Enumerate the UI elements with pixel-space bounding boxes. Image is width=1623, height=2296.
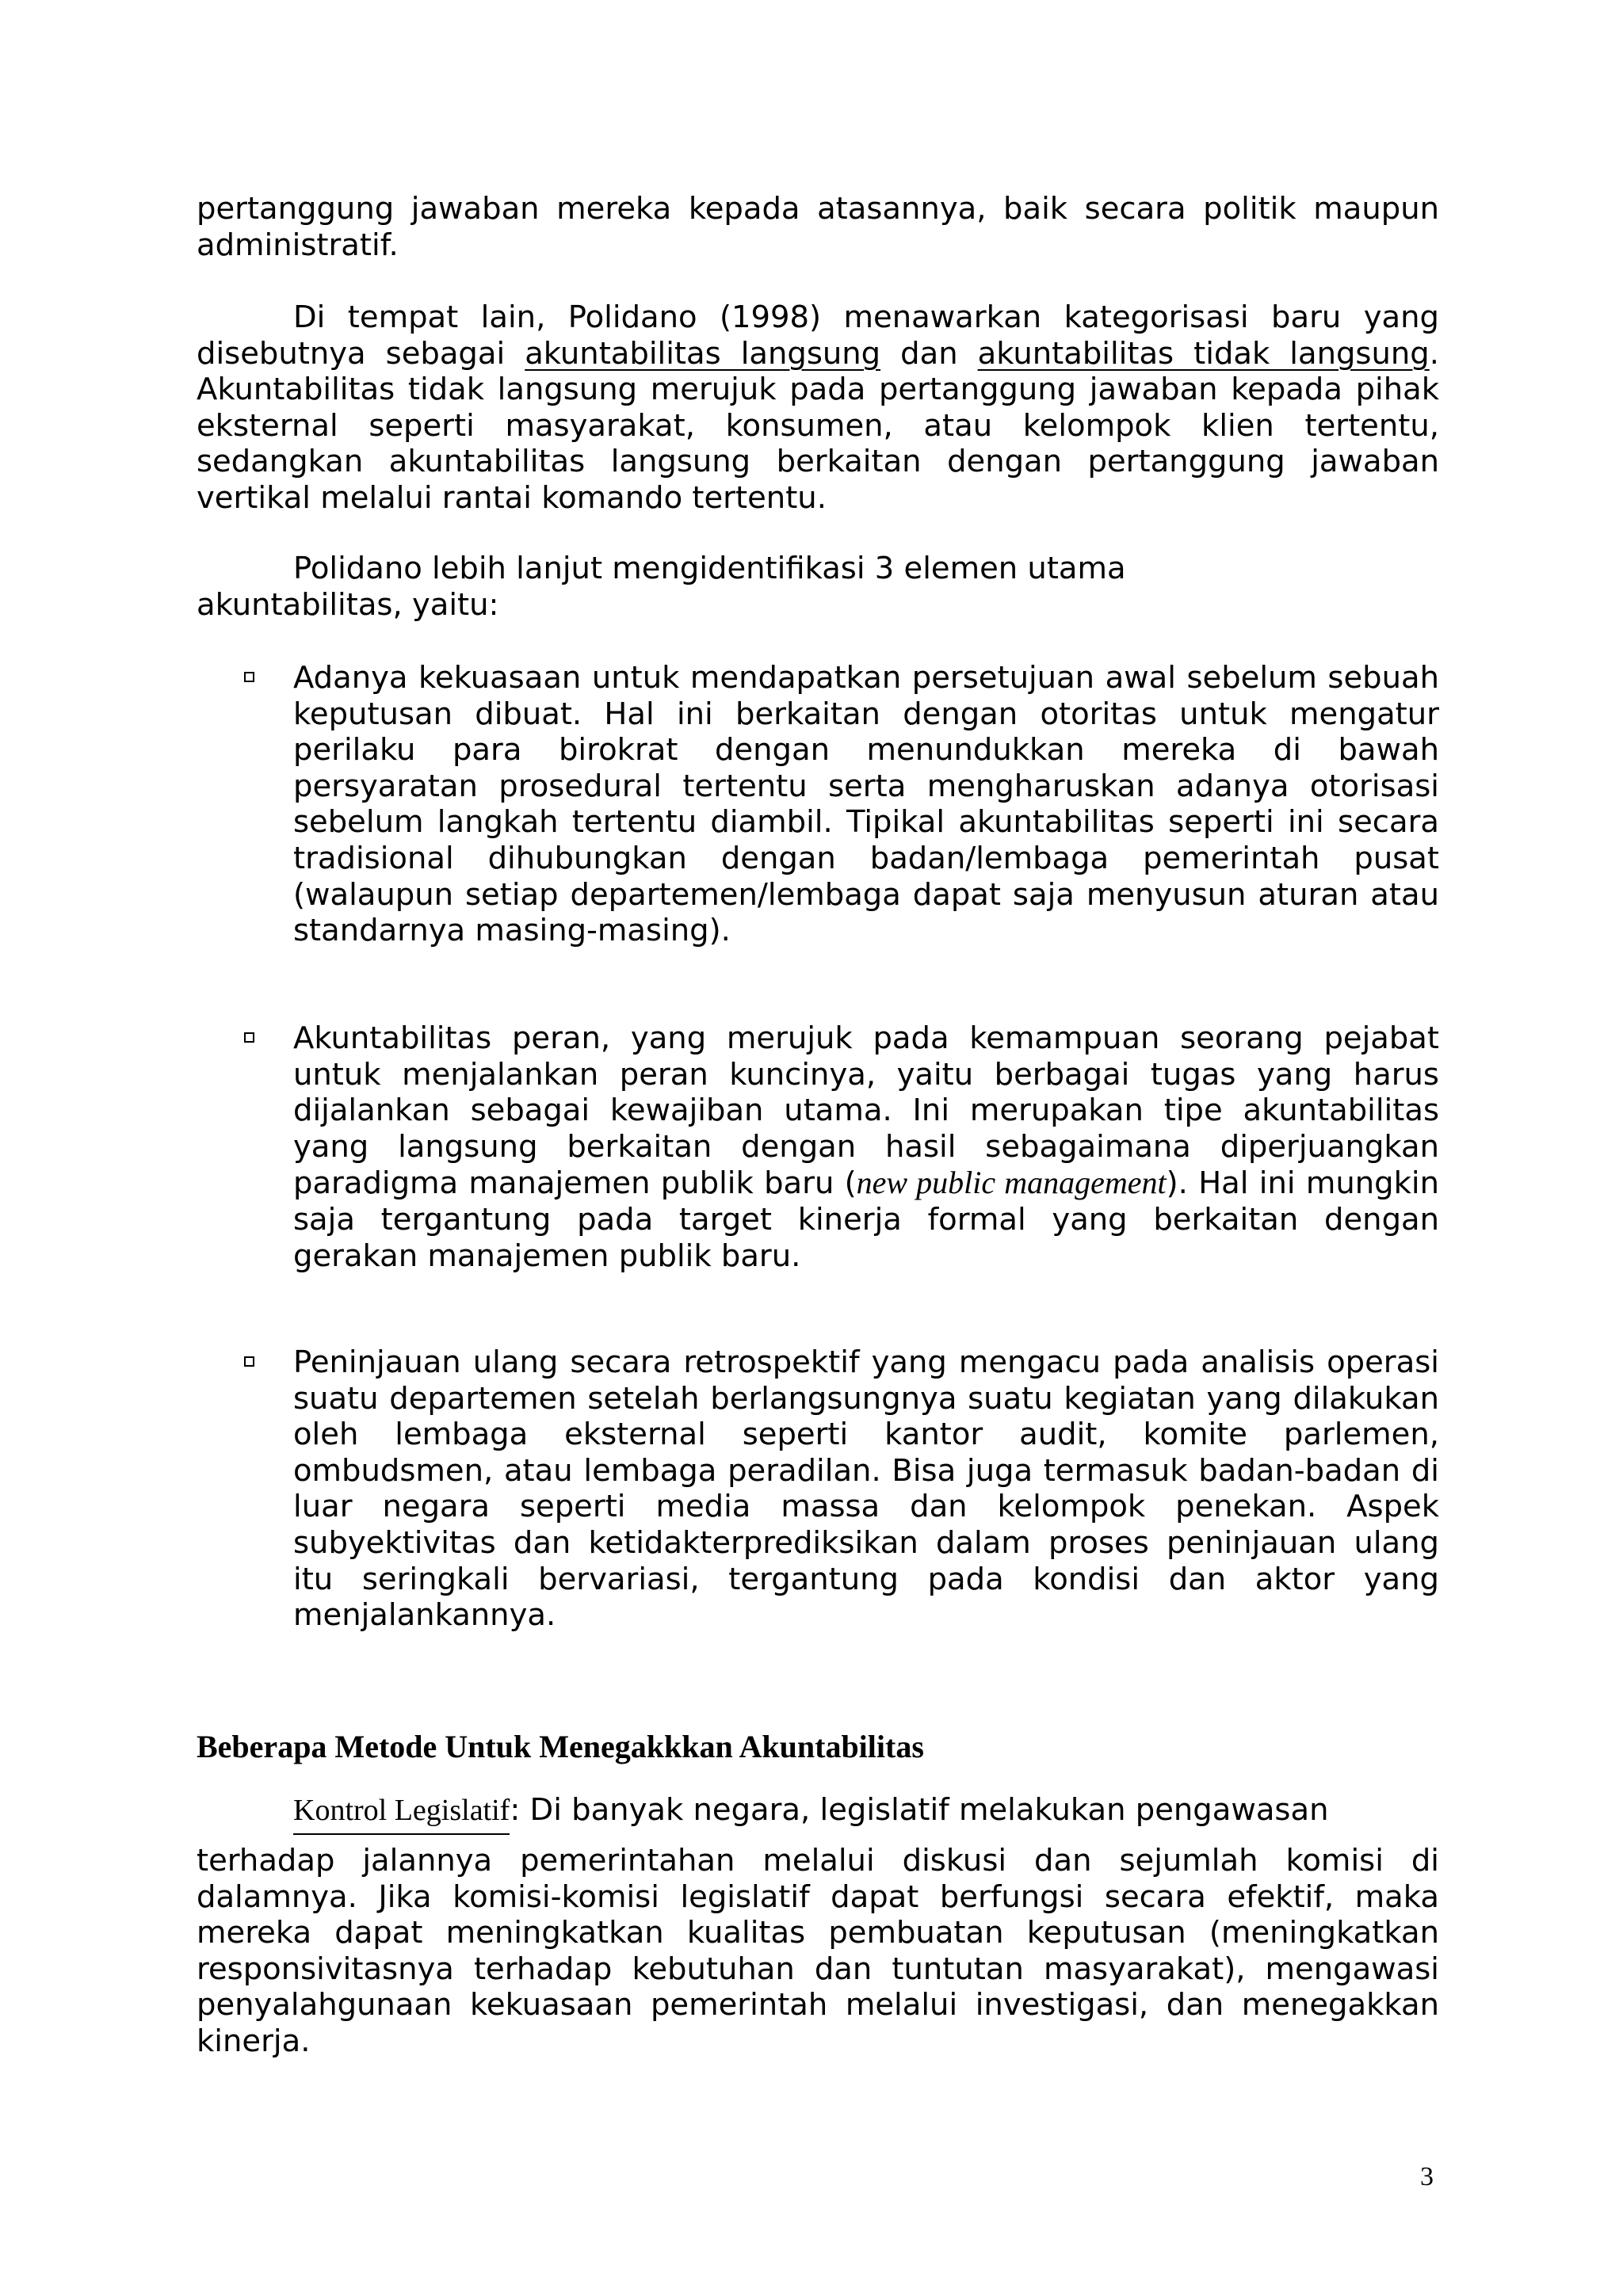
section-heading: Beberapa Metode Untuk Menegakkkan Akuntabilitas — [197, 1729, 924, 1764]
italic-term: new public management — [856, 1165, 1167, 1201]
checkbox-bullet-icon — [244, 672, 254, 682]
paragraph-continuation-text: pertanggung jawaban mereka kepada atasannya, baik secara politik maupun administratif. — [197, 191, 1439, 263]
paragraph-text: . Akuntabilitas tidak langsung merujuk pada pertanggung jawaban kepada pihak eksternal seperti masyarakat, konsumen, atau kelompok klien tertentu, sedangkan akuntabilitas langsung berkaitan dengan pertanggung jawaban vertikal melalui rantai komando tertentu. — [197, 335, 1439, 516]
paragraph-kontrol-legislatif — [197, 1792, 1439, 2060]
paragraph-first-line — [197, 1792, 1439, 1835]
paragraph-text: terhadap jalannya pemerintahan melalui diskusi dan sejumlah komisi di dalamnya. Jika komisi-komisi legislatif dapat berfungsi secara efektif, maka mereka dapat meningkatkan kualitas pembuatan keputusan (meningkatkan responsivitasnya terhadap kebutuhan dan tuntutan masyarakat), mengawasi penyalahgunaan kekuasaan pemerintah melalui investigasi, dan menegakkan kinerja. — [197, 1843, 1439, 2059]
term-akuntabilitas-tidak-langsung: akuntabilitas tidak langsung — [977, 335, 1430, 372]
kontrol-legislatif-label: Kontrol Legislatif — [293, 1792, 510, 1835]
paragraph-line: Polidano lebih lanjut mengidentifikasi 3 elemen utama — [293, 551, 1126, 586]
paragraph-text: Di tempat lain, Polidano (1998) menawarkan kategorisasi baru yang disebutnya sebagai — [197, 299, 1439, 372]
page-number: 3 — [1420, 2162, 1434, 2191]
term-akuntabilitas-langsung: akuntabilitas langsung — [525, 335, 881, 372]
list-item-text: Peninjauan ulang secara retrospektif yang mengacu pada analisis operasi suatu departemen setelah berlangsungnya suatu kegiatan yang dilakukan oleh lembaga eksternal seperti kantor audit, komite parlemen, ombudsmen, atau lembaga peradilan. Bisa juga termasuk badan-badan di luar negara seperti media massa dan kelompok penekan. Aspek subyektivitas dan ketidakterprediksikan dalam proses peninjauan ulang itu seringkali bervariasi, tergantung pada kondisi dan aktor yang menjalankannya. — [293, 1344, 1439, 1634]
list-item-text-part: ). Hal ini mungkin saja tergantung pada target kinerja formal yang berkaitan dengan gerakan manajemen publik baru. — [293, 1165, 1439, 1274]
paragraph-text: dan — [880, 335, 978, 372]
list-item-text-part: Akuntabilitas peran, yang merujuk pada kemampuan seorang pejabat untuk menjalankan peran kuncinya, yaitu berbagai tugas yang harus dijalankan sebagai kewajiban utama. Ini merupakan tipe akuntabilitas yang langsung berkaitan dengan hasil sebagaimana diperjuangkan paradigma manajemen publik baru ( — [293, 1020, 1439, 1202]
checkbox-bullet-icon — [244, 1356, 254, 1367]
paragraph-line: akuntabilitas, yaitu: — [197, 586, 499, 623]
paragraph-polidano-categorization — [197, 299, 1439, 517]
list-item-text: Adanya kekuasaan untuk mendapatkan persetujuan awal sebelum sebuah keputusan dibuat. Hal ini berkaitan dengan otoritas untuk mengatur perilaku para birokrat dengan menundukkan mereka di bawah persyaratan prosedural tertentu serta mengharuskan adanya otorisasi sebelum langkah tertentu diambil. Tipikal akuntabilitas seperti ini secara tradisional dihubungkan dengan badan/lembaga pemerintah pusat (walaupun setiap departemen/lembaga dapat saja menyusun aturan atau standarnya masing-masing). — [293, 660, 1439, 949]
checkbox-bullet-icon — [244, 1032, 254, 1043]
paragraph-three-elements — [197, 551, 1439, 623]
paragraph-text: : Di banyak negara, legislatif melakukan pengawasan — [510, 1792, 1329, 1828]
list-item-text — [293, 1020, 1439, 1274]
paragraph-continuation — [197, 191, 1439, 263]
